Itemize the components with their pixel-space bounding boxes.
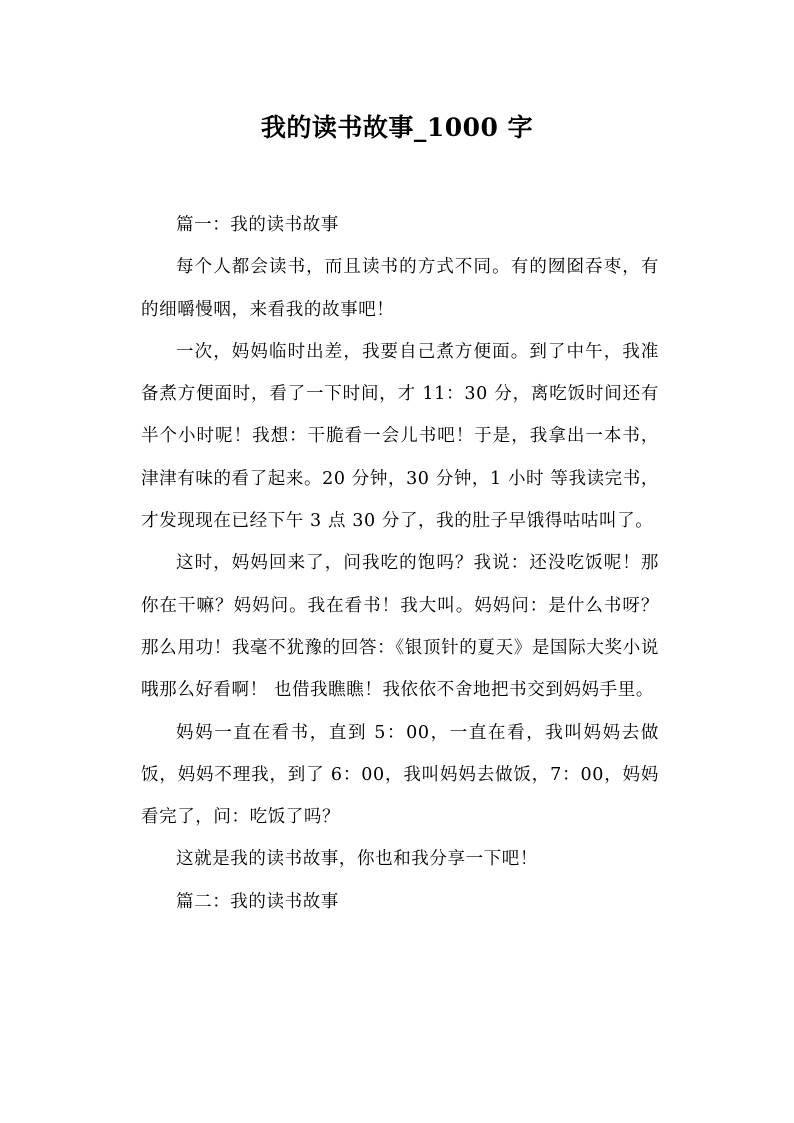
paragraph: 一次，妈妈临时出差，我要自己煮方便面。到了中午，我准备煮方便面时，看了一下时间，才 11：30 分，离吃饭时间还有半个小时呢！我想：干脆看一会儿书吧！于是，我拿出一本书，津津有味的看了起来。20 分钟，30 分钟，1 小时 等我读完书，才发现现在已经下午 3 点 30 分了，我的肚子早饿得咕咕叫了。 (141, 341, 659, 532)
document-title: 我的读书故事_1000 字 (260, 113, 534, 142)
paragraph: 这时，妈妈回来了，问我吃的饱吗？我说：还没吃饭呢！那你在干嘛？妈妈问。我在看书！我大叫。妈妈问：是什么书呀？那么用功！我毫不犹豫的回答：《银顶针的夏天》是国际大奖小说哦那么好看啊！ 也借我瞧瞧！我依依不舍地把书交到妈妈手里。 (141, 553, 659, 701)
section-heading: 篇二：我的读书故事 (176, 891, 339, 912)
document-body (141, 204, 659, 923)
paragraph: 妈妈一直在看书，直到 5：00，一直在看，我叫妈妈去做饭，妈妈不理我，到了 6：00，我叫妈妈去做饭，7：00，妈妈看完了，问：吃饭了吗？ (141, 722, 659, 828)
section-heading: 篇一：我的读书故事 (176, 215, 339, 235)
paragraph: 这就是我的读书故事，你也和我分享一下吧！ (176, 849, 538, 870)
paragraph: 每个人都会读书，而且读书的方式不同。有的囫囵吞枣，有的细嚼慢咽，来看我的故事吧！ (141, 257, 659, 320)
